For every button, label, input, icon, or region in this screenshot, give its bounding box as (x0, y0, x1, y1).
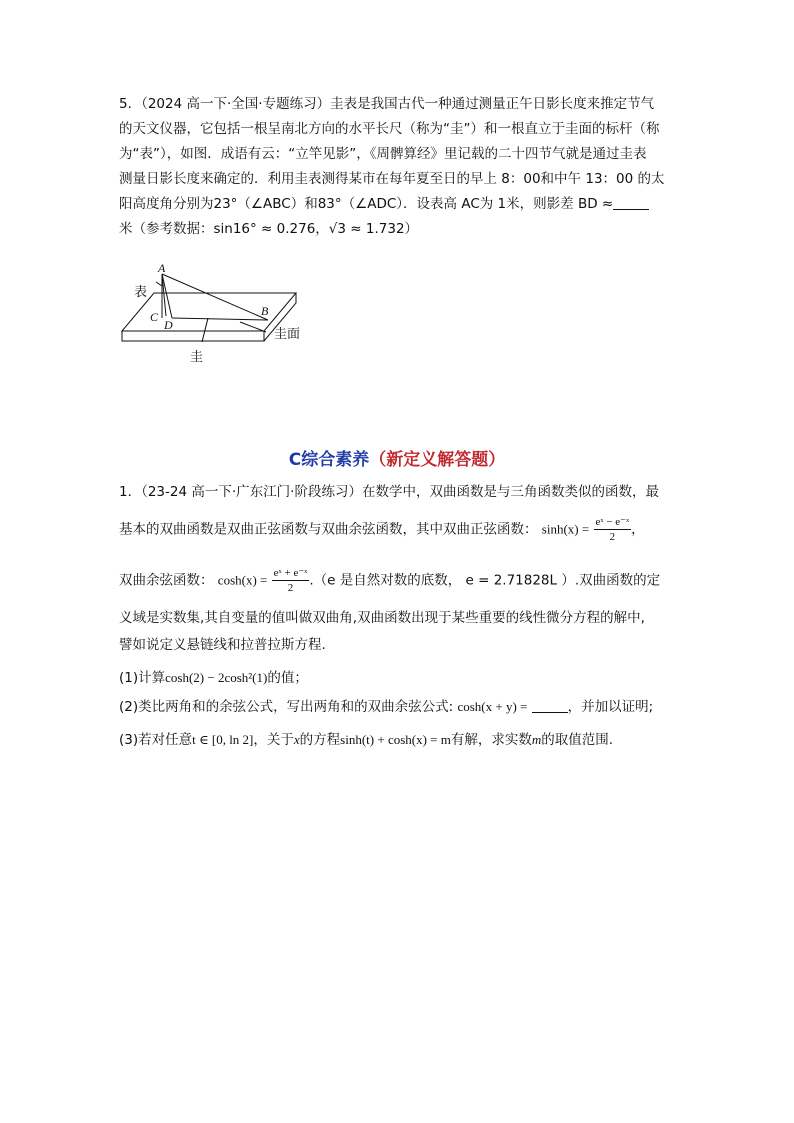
label-biao: 表 (134, 285, 148, 300)
sub3-text-e: 的取值范围. (541, 732, 614, 748)
sub2-math: cosh(x + y) = (457, 699, 528, 714)
point-b-label: B (261, 304, 269, 318)
q5-line-4: 测量日影长度来确定的．利用圭表测得某市在每年夏至日的早上 8：00和中午 13：00 的太 (119, 171, 665, 187)
point-c-label: C (150, 310, 159, 324)
section-heading (0, 445, 794, 470)
section-main: 综合素养 (301, 450, 370, 470)
sub3-text-c: 的方程 (299, 732, 341, 748)
q1-line-2 (119, 515, 645, 544)
q1-line-1: 1．（23-24 高一下·广东江门·阶段练习）在数学中，双曲函数是与三角函数类似的函数，最 (119, 484, 659, 500)
point-d-label: D (164, 318, 173, 332)
sinh-fraction (594, 515, 632, 544)
sub-question-1 (119, 666, 308, 686)
sub3-var-m: m (531, 732, 542, 747)
label-gui: 圭 (190, 350, 204, 365)
q1-line-3-rest: .（e 是自然对数的底数， e = 2.71828L ）.双曲函数的定 (309, 572, 661, 589)
sub3-interval: t ∈ [0, ln 2] (192, 732, 254, 747)
q1-line-4: 义域是实数集,其自变量的值叫做双曲角,双曲函数出现于某些重要的线性微分方程的解中, (119, 610, 645, 626)
sub3-text-b: ，关于 (253, 732, 294, 748)
answer-blank-2[interactable] (532, 698, 568, 713)
sub1-suffix: 的值； (267, 670, 308, 686)
q5-line-3: 为“表”），如图．成语有云：“立竿见影”，《周髀算经》里记载的二十四节气就是通过圭表 (119, 146, 647, 162)
q1-line-3 (119, 566, 660, 595)
label-guimian: 圭面 (274, 327, 301, 342)
sub3-prefix: (3)若对任意 (119, 732, 193, 748)
sub2-suffix: ，并加以证明; (567, 699, 654, 715)
q1-line-2-text: 基本的双曲函数是双曲正弦函数与双曲余弦函数，其中双曲正弦函数： (119, 521, 538, 538)
section-prefix: C (288, 450, 302, 470)
q5-line-5-text: 阳高度角分别为23°（∠ABC）和83°（∠ADC）．设表高 AC为 1米，则影差 BD ≈ (119, 196, 614, 212)
sub1-prefix: (1)计算 (119, 670, 166, 686)
sub2-prefix: (2)类比两角和的余弦公式，写出两角和的双曲余弦公式: (119, 699, 454, 715)
sub3-text-d: 有解，求实数 (450, 732, 532, 748)
sub-question-3 (119, 728, 613, 748)
q5-line-5 (119, 192, 679, 217)
sub3-var-x: x (293, 732, 300, 747)
section-subtitle: （新定义解答题） (369, 450, 506, 470)
q5-line-6: 米（参考数据：sin16° ≈ 0.276，√3 ≈ 1.732） (119, 221, 419, 237)
sub-question-2 (119, 695, 653, 715)
sub1-math: cosh(2) − 2cosh²(1) (165, 670, 268, 685)
q5-line-1: 5．（2024 高一下·全国·专题练习）圭表是我国古代一种通过测量正午日影长度来推定节气 (119, 96, 655, 112)
cosh-lhs: cosh(x) = (217, 572, 268, 588)
sinh-numerator: eˣ − e⁻ˣ (595, 516, 630, 528)
sub3-equation: sinh(t) + cosh(x) = m (340, 732, 451, 747)
cosh-numerator: eˣ + e⁻ˣ (273, 567, 308, 579)
q5-line-2: 的天文仪器，它包括一根呈南北方向的水平长尺（称为“圭”）和一根直立于圭面的标杆（称 (119, 121, 660, 137)
question-5 (119, 92, 679, 242)
gnomon-figure (116, 256, 316, 368)
q1-line-5: 譬如说定义悬链线和拉普拉斯方程. (119, 637, 326, 653)
q1-line-3-text: 双曲余弦函数： (119, 572, 214, 589)
cosh-denominator: 2 (287, 582, 294, 594)
answer-blank[interactable] (613, 195, 649, 210)
cosh-fraction (272, 566, 310, 595)
sinh-lhs: sinh(x) = (541, 521, 590, 537)
sinh-denominator: 2 (609, 531, 616, 543)
q1-line-2-end: ， (631, 521, 645, 538)
point-a-label: A (158, 261, 166, 275)
